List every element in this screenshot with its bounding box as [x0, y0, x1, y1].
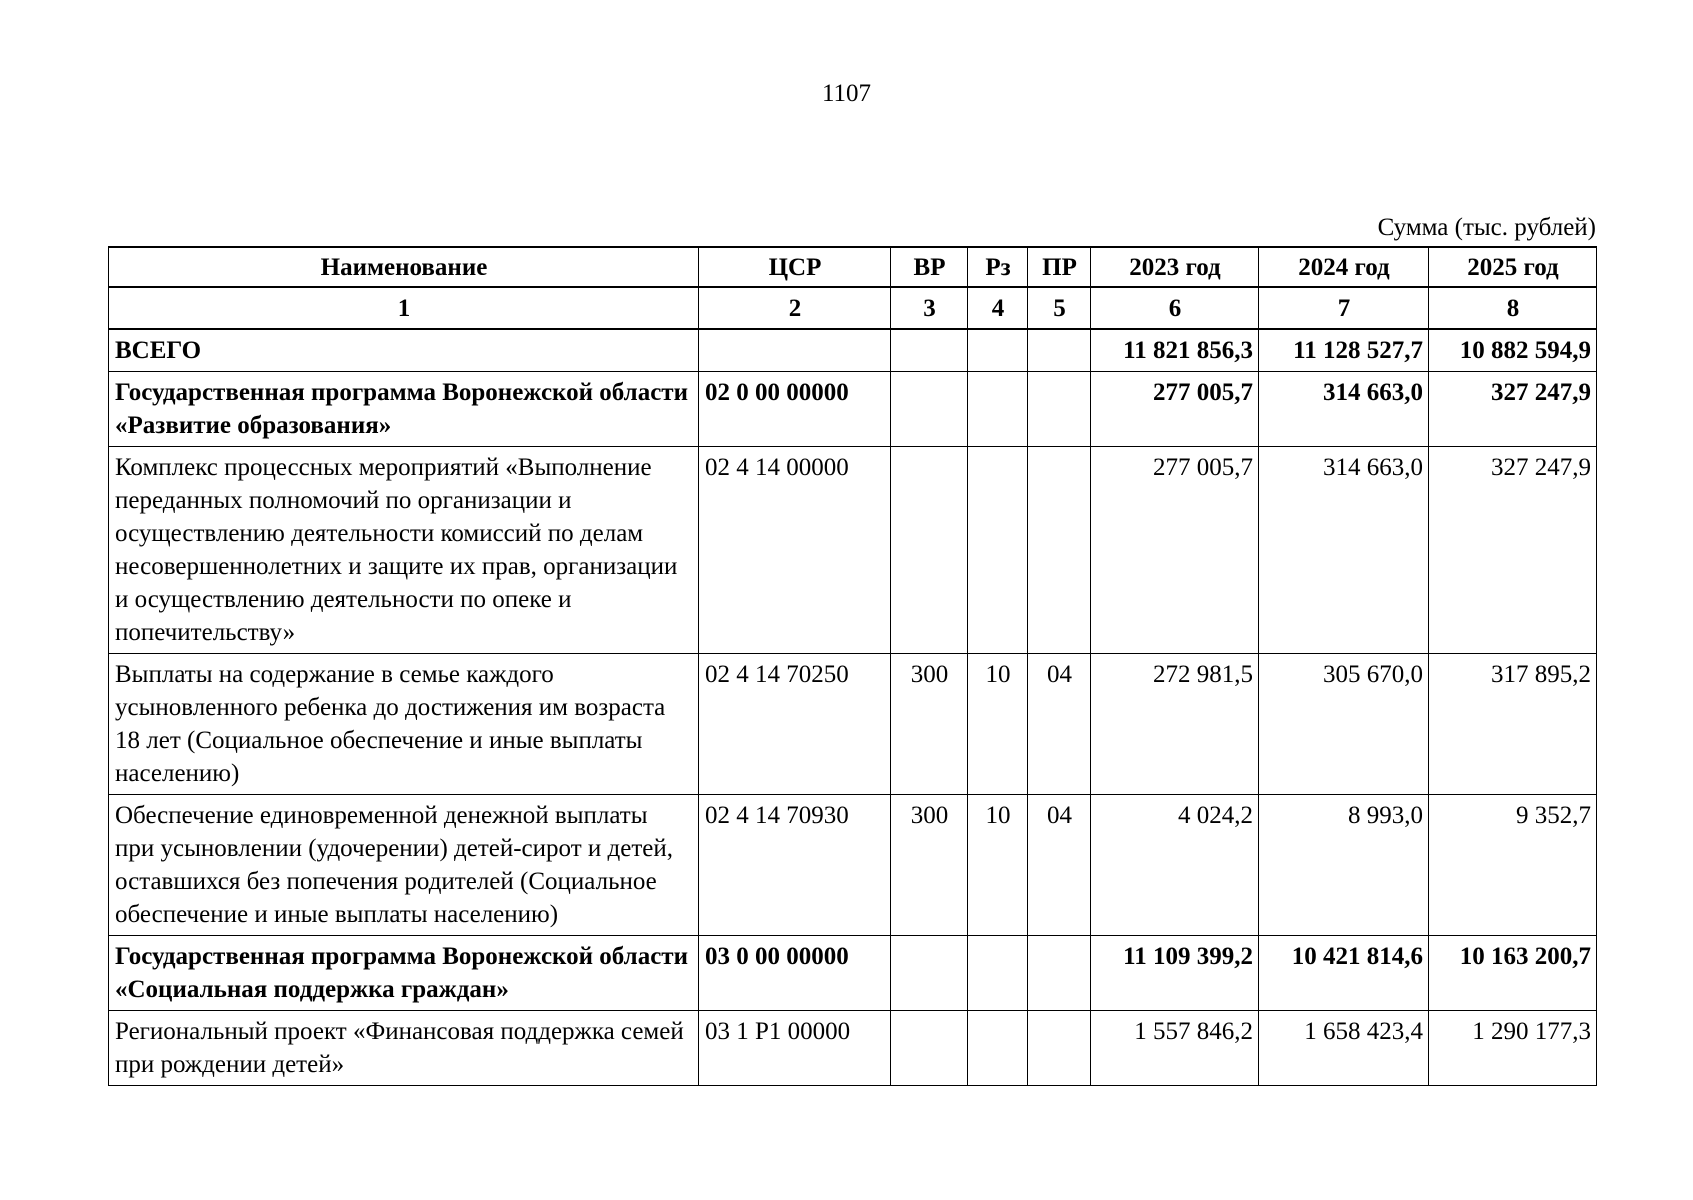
- cell-name: Государственная программа Воронежской области «Социальная поддержка граждан»: [109, 936, 699, 1011]
- cell-2024: 314 663,0: [1259, 447, 1429, 654]
- cell-csr: [699, 329, 891, 372]
- cell-2025: 9 352,7: [1429, 795, 1597, 936]
- column-number: 2: [699, 287, 891, 329]
- cell-vr: [891, 1011, 968, 1086]
- cell-vr: [891, 936, 968, 1011]
- cell-rz: 10: [968, 795, 1028, 936]
- cell-rz: [968, 1011, 1028, 1086]
- table-row: [109, 372, 1597, 447]
- header-vr: ВР: [891, 247, 968, 287]
- page-number: 1107: [821, 80, 872, 107]
- header-name: Наименование: [109, 247, 699, 287]
- header-2025: 2025 год: [1429, 247, 1597, 287]
- cell-name: Обеспечение единовременной денежной выплаты при усыновлении (удочерении) детей-сирот и детей, оставшихся без попечения родителей (Социальное обеспечение и иные выплаты населению): [109, 795, 699, 936]
- cell-pr: [1028, 1011, 1091, 1086]
- cell-rz: 10: [968, 654, 1028, 795]
- cell-2024: 8 993,0: [1259, 795, 1429, 936]
- table-row: [109, 795, 1597, 936]
- cell-csr: 03 1 Р1 00000: [699, 1011, 891, 1086]
- cell-name: Комплекс процессных мероприятий «Выполнение переданных полномочий по организации и осуществлению деятельности комиссий по делам несовершеннолетних и защите их прав, организации и осуществлению деятельности по опеке и попечительству»: [109, 447, 699, 654]
- cell-name: Региональный проект «Финансовая поддержка семей при рождении детей»: [109, 1011, 699, 1086]
- header-pr: ПР: [1028, 247, 1091, 287]
- cell-vr: 300: [891, 654, 968, 795]
- cell-2024: 1 658 423,4: [1259, 1011, 1429, 1086]
- header-2023: 2023 год: [1091, 247, 1259, 287]
- cell-2023: 277 005,7: [1091, 447, 1259, 654]
- cell-2025: 327 247,9: [1429, 447, 1597, 654]
- cell-2025: 10 163 200,7: [1429, 936, 1597, 1011]
- cell-2023: 4 024,2: [1091, 795, 1259, 936]
- cell-vr: [891, 329, 968, 372]
- unit-note: Сумма (тыс. рублей): [1377, 214, 1596, 241]
- cell-pr: [1028, 447, 1091, 654]
- cell-pr: 04: [1028, 795, 1091, 936]
- table-row: [109, 654, 1597, 795]
- cell-vr: [891, 447, 968, 654]
- cell-2023: 277 005,7: [1091, 372, 1259, 447]
- cell-rz: [968, 329, 1028, 372]
- cell-csr: 02 0 00 00000: [699, 372, 891, 447]
- cell-2024: 10 421 814,6: [1259, 936, 1429, 1011]
- column-number: 4: [968, 287, 1028, 329]
- cell-2024: 305 670,0: [1259, 654, 1429, 795]
- column-number: 8: [1429, 287, 1597, 329]
- header-2024: 2024 год: [1259, 247, 1429, 287]
- cell-2025: 10 882 594,9: [1429, 329, 1597, 372]
- cell-2023: 272 981,5: [1091, 654, 1259, 795]
- cell-csr: 03 0 00 00000: [699, 936, 891, 1011]
- cell-name: Государственная программа Воронежской области «Развитие образования»: [109, 372, 699, 447]
- column-number: 7: [1259, 287, 1429, 329]
- cell-vr: 300: [891, 795, 968, 936]
- cell-rz: [968, 936, 1028, 1011]
- cell-2023: 11 109 399,2: [1091, 936, 1259, 1011]
- header-rz: Рз: [968, 247, 1028, 287]
- table-row: [109, 1011, 1597, 1086]
- cell-2024: 11 128 527,7: [1259, 329, 1429, 372]
- table-row-total: [109, 329, 1597, 372]
- cell-rz: [968, 447, 1028, 654]
- cell-pr: [1028, 936, 1091, 1011]
- budget-table: [108, 246, 1597, 1086]
- cell-2025: 317 895,2: [1429, 654, 1597, 795]
- table-header-row: [109, 247, 1597, 287]
- cell-pr: [1028, 329, 1091, 372]
- table-row: [109, 447, 1597, 654]
- cell-name: ВСЕГО: [109, 329, 699, 372]
- cell-2024: 314 663,0: [1259, 372, 1429, 447]
- cell-csr: 02 4 14 70250: [699, 654, 891, 795]
- cell-2025: 1 290 177,3: [1429, 1011, 1597, 1086]
- cell-rz: [968, 372, 1028, 447]
- cell-csr: 02 4 14 00000: [699, 447, 891, 654]
- column-number: 3: [891, 287, 968, 329]
- cell-name: Выплаты на содержание в семье каждого усыновленного ребенка до достижения им возраста 18 лет (Социальное обеспечение и иные выплаты населению): [109, 654, 699, 795]
- table-row: [109, 936, 1597, 1011]
- column-number: 1: [109, 287, 699, 329]
- column-number: 5: [1028, 287, 1091, 329]
- cell-pr: 04: [1028, 654, 1091, 795]
- header-csr: ЦСР: [699, 247, 891, 287]
- cell-2025: 327 247,9: [1429, 372, 1597, 447]
- cell-csr: 02 4 14 70930: [699, 795, 891, 936]
- cell-pr: [1028, 372, 1091, 447]
- cell-2023: 11 821 856,3: [1091, 329, 1259, 372]
- column-numbers-row: [109, 287, 1597, 329]
- column-number: 6: [1091, 287, 1259, 329]
- cell-2023: 1 557 846,2: [1091, 1011, 1259, 1086]
- cell-vr: [891, 372, 968, 447]
